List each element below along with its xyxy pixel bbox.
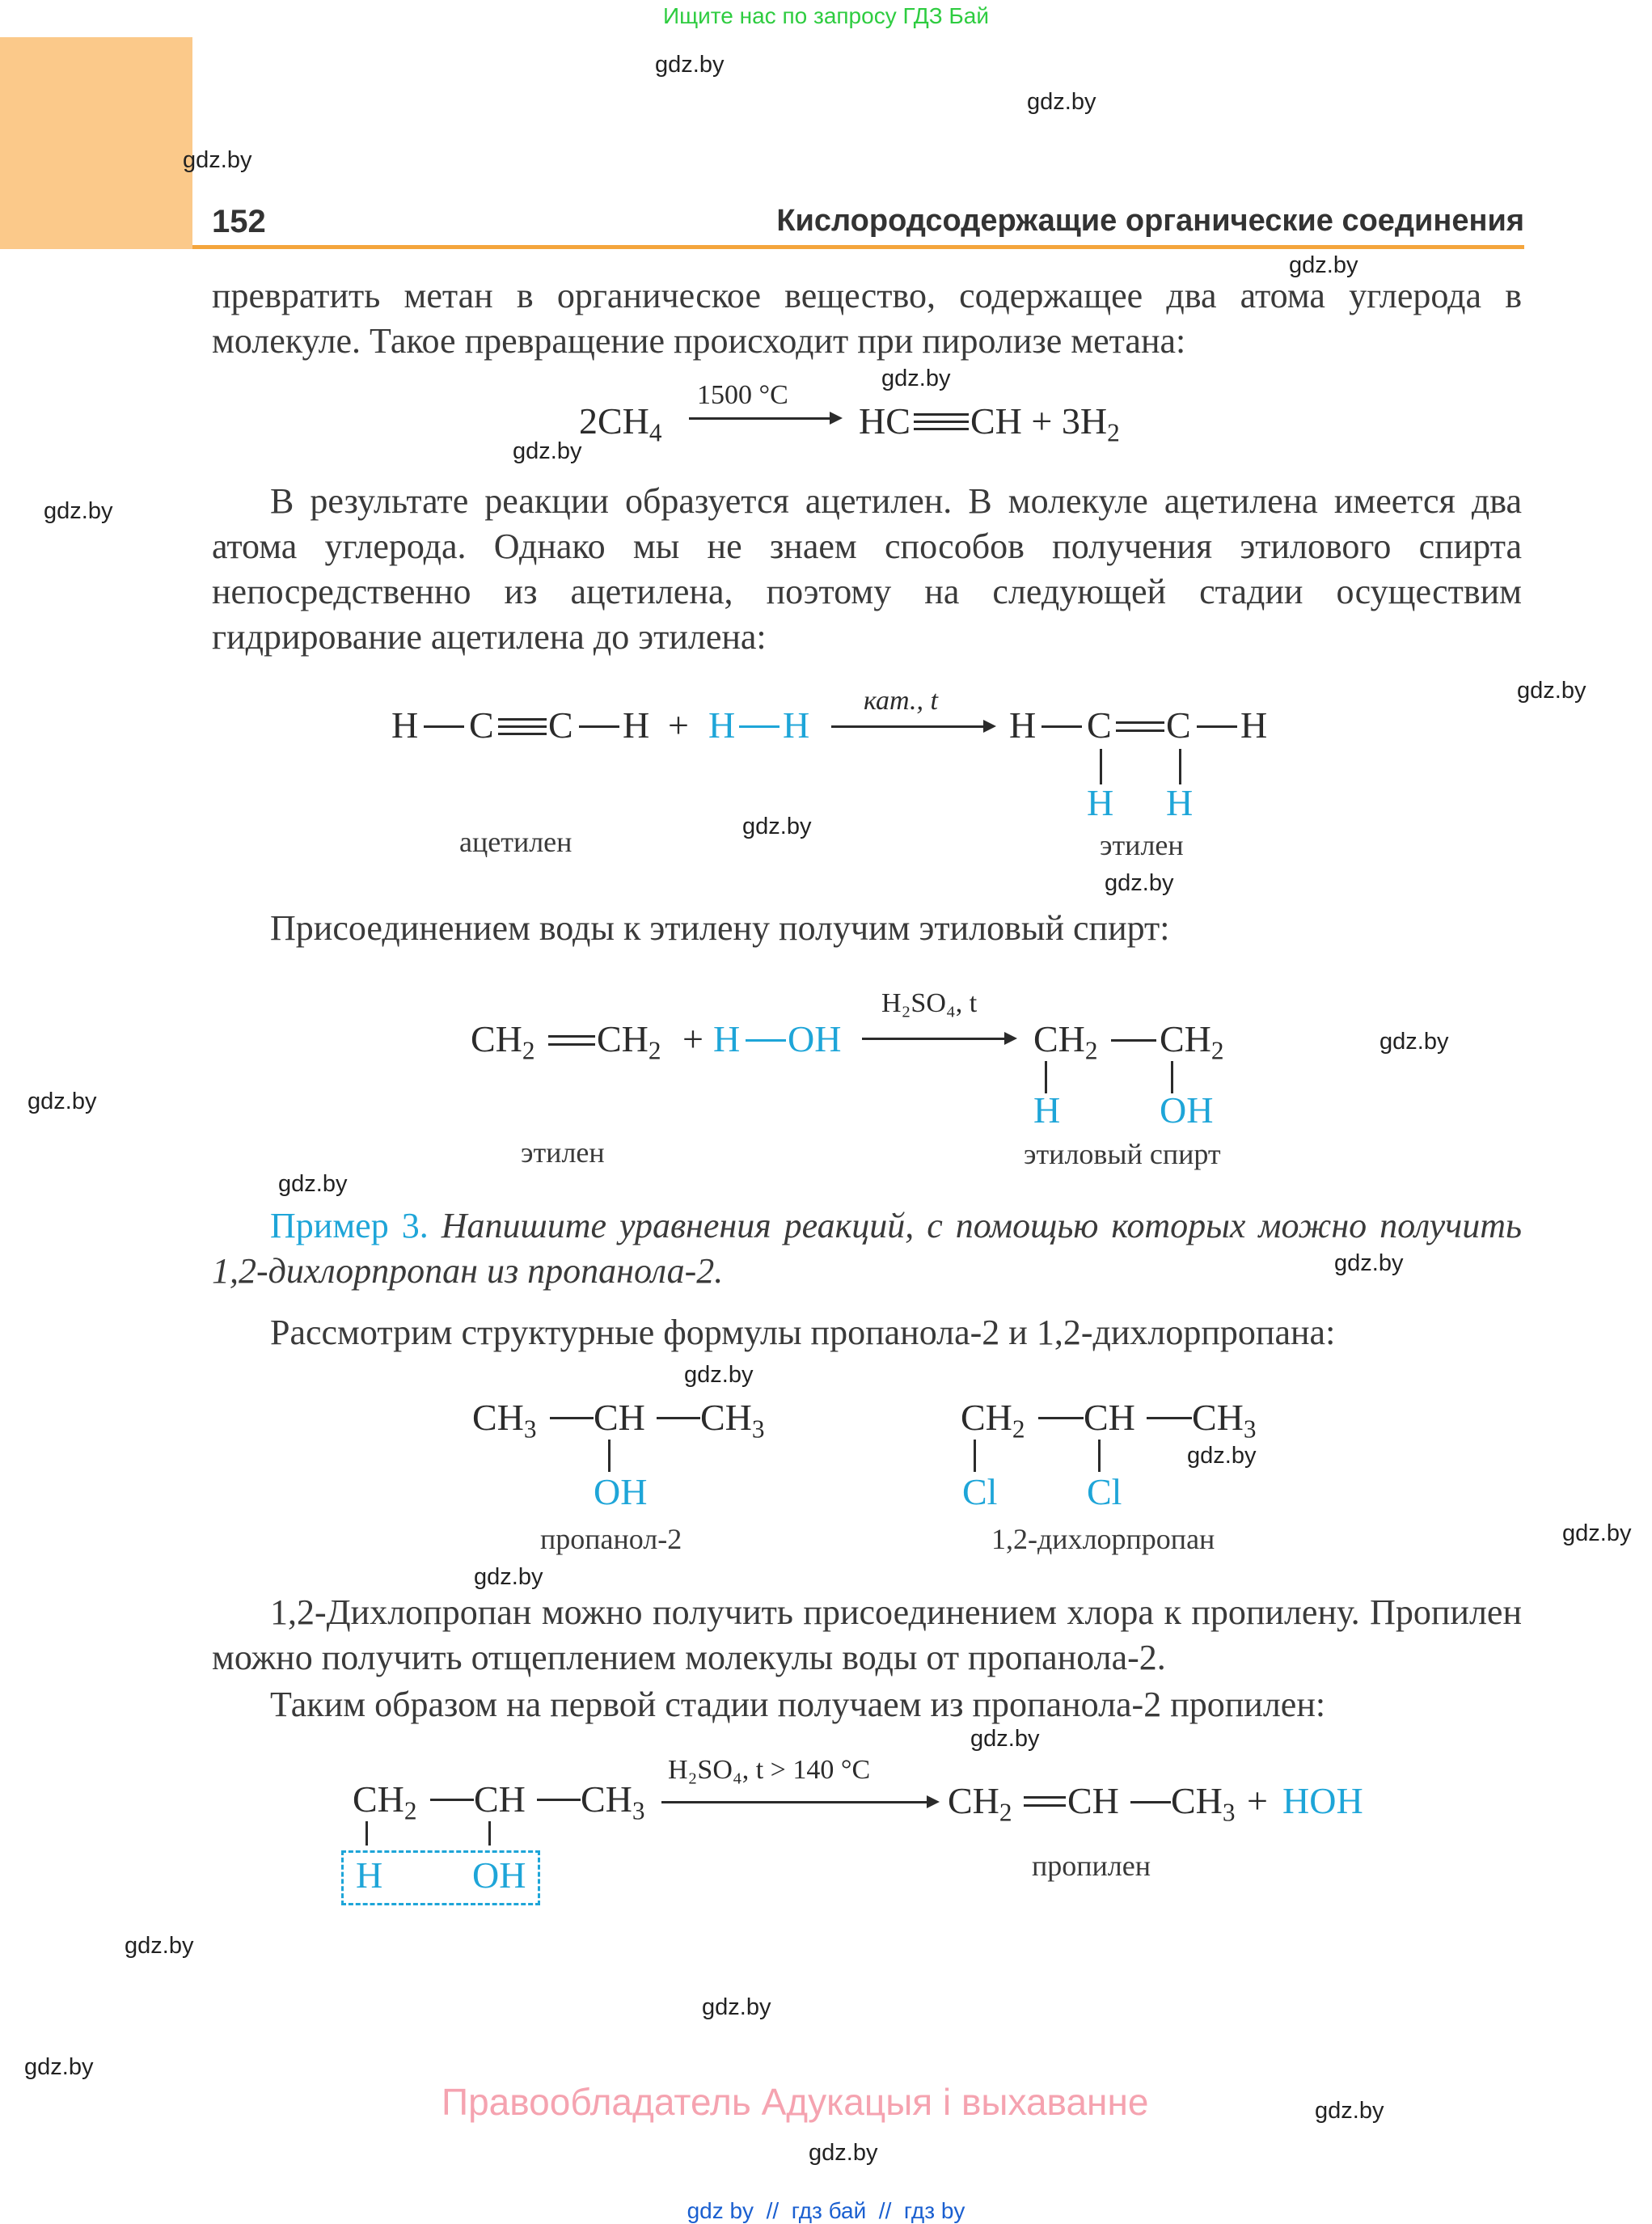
watermark: gdz.by	[44, 498, 113, 524]
acetylene-left: HC	[859, 400, 911, 442]
r2-p-H2: H	[1240, 704, 1268, 746]
r3-p-bond	[1111, 1039, 1156, 1042]
page-accent-block	[0, 37, 192, 249]
methane-sub: 4	[649, 418, 662, 447]
r3-hoh-bond	[746, 1039, 786, 1042]
r5-p-bond	[1130, 1801, 1171, 1803]
methane-formula: 2CH	[579, 400, 649, 442]
label-ethylene: этилен	[1100, 829, 1184, 861]
triple-bond-2	[914, 421, 969, 423]
r2-p-C1: C	[1087, 704, 1112, 746]
r5-plus: +	[1247, 1780, 1268, 1821]
r5-CH2: $CH_2$	[353, 1778, 417, 1825]
watermark: gdz.by	[1517, 678, 1587, 704]
r3-CH2b: $CH_2$	[597, 1018, 661, 1065]
r5-OH: OH	[472, 1854, 526, 1896]
reaction5-arrow	[661, 1801, 936, 1803]
r3-OH: OH	[788, 1018, 842, 1059]
r5-p-CH3: $CH_3$	[1171, 1780, 1236, 1827]
label-dichloropropane: 1,2-дихлорпропан	[991, 1523, 1215, 1555]
r3-double1	[548, 1035, 595, 1038]
s2-bond2	[1147, 1417, 1192, 1419]
r2-p-C2: C	[1166, 704, 1191, 746]
watermark: gdz.by	[742, 814, 812, 839]
watermark: gdz.by	[125, 1933, 194, 1959]
header-rule	[192, 245, 1524, 249]
s2-Cl1: Cl	[962, 1471, 998, 1512]
r5-p-double2	[1024, 1804, 1066, 1807]
label-propylene: пропилен	[1032, 1850, 1151, 1882]
r2-p-vbond1	[1100, 749, 1102, 784]
s2-CH2: $CH_2$	[961, 1397, 1025, 1444]
example-3	[212, 1203, 1522, 1294]
page-number: 152	[212, 204, 266, 239]
label-acetylene: ацетилен	[459, 826, 572, 858]
reaction1-condition: 1500 °C	[697, 380, 788, 410]
paragraph-first-stage: Таким образом на первой стадии получаем из пропанола-2 пропилен:	[270, 1685, 1326, 1724]
s1-CH3a: $CH_3$	[472, 1397, 537, 1444]
r5-CH: CH	[474, 1778, 526, 1820]
example-text: Напишите уравнения реакций, с помощью которых можно получить 1,2-дихлорпропан из пропанола-2.	[212, 1206, 1522, 1291]
r3-double2	[548, 1043, 595, 1046]
r5-vbond1	[365, 1821, 368, 1846]
watermark: gdz.by	[1562, 1520, 1632, 1546]
watermark: gdz.by	[702, 1994, 771, 2020]
r2-triple1	[498, 718, 547, 721]
rights-holder: Правообладатель Адукацыя і выхаванне	[442, 2081, 1149, 2123]
example-label: Пример 3.	[270, 1206, 429, 1245]
r2-p-H1: H	[1009, 704, 1037, 746]
r2-triple2	[498, 725, 547, 728]
watermark: gdz.by	[513, 438, 582, 464]
paragraph-acetylene: В результате реакции образуется ацетилен. В молекуле ацетилена имеется два атома углерода. Однако мы не знаем способов получения этилового спирта непосредственно из ацетилена, поэтому на следующей стадии осуществим гидрирование ацетилена до этилена:	[212, 481, 1522, 657]
s2-Cl2: Cl	[1087, 1471, 1122, 1512]
r5-p-CH2: $CH_2$	[948, 1780, 1012, 1827]
watermark: gdz.by	[1105, 870, 1174, 896]
paragraph-structures: Рассмотрим структурные формулы пропанола-2 и 1,2-дихлорпропана:	[270, 1313, 1336, 1352]
label-propanol-2: пропанол-2	[540, 1523, 682, 1555]
triple-bond-1	[914, 413, 969, 416]
r2-h2-H2: H	[783, 704, 810, 746]
r5-HOH: HOH	[1282, 1780, 1363, 1821]
r3-p-CH2a: $CH_2$	[1033, 1018, 1098, 1065]
paragraph-dichloropropane: 1,2-Дихлопропан можно получить присоединением хлора к пропилену. Пропилен можно получить отщеплением молекулы воды от пропанола-2.	[212, 1592, 1522, 1677]
watermark: gdz.by	[881, 366, 951, 391]
r2-triple3	[498, 733, 547, 735]
s1-OH: OH	[594, 1471, 648, 1512]
r2-H2: H	[623, 704, 650, 746]
s1-CH3b: $CH_3$	[700, 1397, 765, 1444]
r5-bond2	[537, 1799, 581, 1801]
r2-C2: C	[548, 704, 573, 746]
s2-bond1	[1038, 1417, 1084, 1419]
label-ethylene-2: этилен	[521, 1136, 605, 1169]
watermark: gdz.by	[1027, 89, 1096, 115]
reaction3-condition: H₂SO₄, t	[881, 988, 978, 1018]
r5-CH3: $CH_3$	[581, 1778, 645, 1825]
watermark: gdz.by	[809, 2140, 878, 2166]
reaction1-left	[579, 400, 662, 447]
watermark: gdz.by	[1315, 2098, 1384, 2124]
watermark: gdz.by	[970, 1726, 1040, 1752]
r2-p-double1	[1116, 721, 1164, 724]
top-banner[interactable]: Ищите нас по запросу ГДЗ Бай	[662, 3, 990, 28]
r3-plus: +	[682, 1018, 703, 1059]
r5-p-CH: CH	[1067, 1780, 1119, 1821]
watermark: gdz.by	[1379, 1029, 1449, 1055]
r2-bond2	[579, 725, 619, 728]
watermark: gdz.by	[27, 1089, 97, 1114]
watermark: gdz.by	[655, 52, 725, 78]
r3-p-OH: OH	[1160, 1089, 1214, 1131]
paragraph-hydration: Присоединением воды к этилену получим этиловый спирт:	[270, 908, 1170, 948]
reaction5-condition: H₂SO₄, t > 140 °C	[668, 1755, 871, 1785]
r2-C1: C	[469, 704, 494, 746]
reaction3-arrow	[862, 1038, 1014, 1040]
r2-h2-bond	[739, 725, 780, 728]
r2-p-double2	[1116, 729, 1164, 732]
r5-p-double1	[1024, 1796, 1066, 1799]
reaction1-arrow	[689, 417, 839, 420]
footer-links[interactable]: gdz by // гдз бай // гдз by	[687, 2198, 965, 2223]
r3-CH2a: $CH_2$	[471, 1018, 535, 1065]
reaction2-arrow	[831, 725, 993, 728]
label-ethanol: этиловый спирт	[1024, 1138, 1221, 1170]
s2-vbond1	[974, 1440, 976, 1472]
watermark: gdz.by	[183, 147, 252, 173]
r5-H: H	[356, 1854, 383, 1896]
paragraph-pyrolysis: превратить метан в органическое вещество, содержащее два атома углерода в молекуле. Такое превращение происходит при пиролизе метана:	[212, 276, 1522, 361]
reaction2-condition: кат., t	[864, 686, 938, 716]
r3-p-H: H	[1033, 1089, 1061, 1131]
reaction1-right-b	[970, 400, 1120, 447]
r2-plus: +	[668, 704, 689, 746]
r2-h2-H1: H	[708, 704, 736, 746]
watermark: gdz.by	[1289, 252, 1358, 278]
watermark: gdz.by	[684, 1362, 754, 1388]
acetylene-right: CH + 3H	[970, 400, 1108, 442]
watermark: gdz.by	[278, 1171, 348, 1197]
r2-p-vbond2	[1179, 749, 1181, 784]
r3-H: H	[713, 1018, 741, 1059]
r2-p-H3: H	[1087, 782, 1114, 823]
r2-H1: H	[391, 704, 419, 746]
hydrogen-sub: 2	[1107, 418, 1120, 447]
r5-vbond2	[488, 1821, 491, 1846]
s1-bond2	[657, 1417, 700, 1419]
r2-p-bond1	[1041, 725, 1082, 728]
reaction1-right	[859, 400, 911, 442]
s2-CH3: $CH_3$	[1192, 1397, 1257, 1444]
s2-vbond2	[1098, 1440, 1101, 1472]
watermark: gdz.by	[474, 1564, 543, 1590]
r3-p-CH2b: $CH_2$	[1160, 1018, 1224, 1065]
r5-bond1	[430, 1799, 474, 1801]
section-title: Кислородсодержащие органические соединения	[776, 204, 1524, 238]
watermark: gdz.by	[1334, 1250, 1404, 1276]
r2-bond1	[424, 725, 464, 728]
r2-p-H4: H	[1166, 782, 1194, 823]
watermark: gdz.by	[1187, 1443, 1257, 1469]
r2-p-bond2	[1197, 725, 1237, 728]
s1-vbond	[608, 1440, 611, 1472]
triple-bond-3	[914, 428, 969, 430]
watermark: gdz.by	[24, 2054, 94, 2080]
s2-CH: CH	[1084, 1397, 1135, 1438]
s1-bond1	[550, 1417, 594, 1419]
s1-CH: CH	[594, 1397, 645, 1438]
